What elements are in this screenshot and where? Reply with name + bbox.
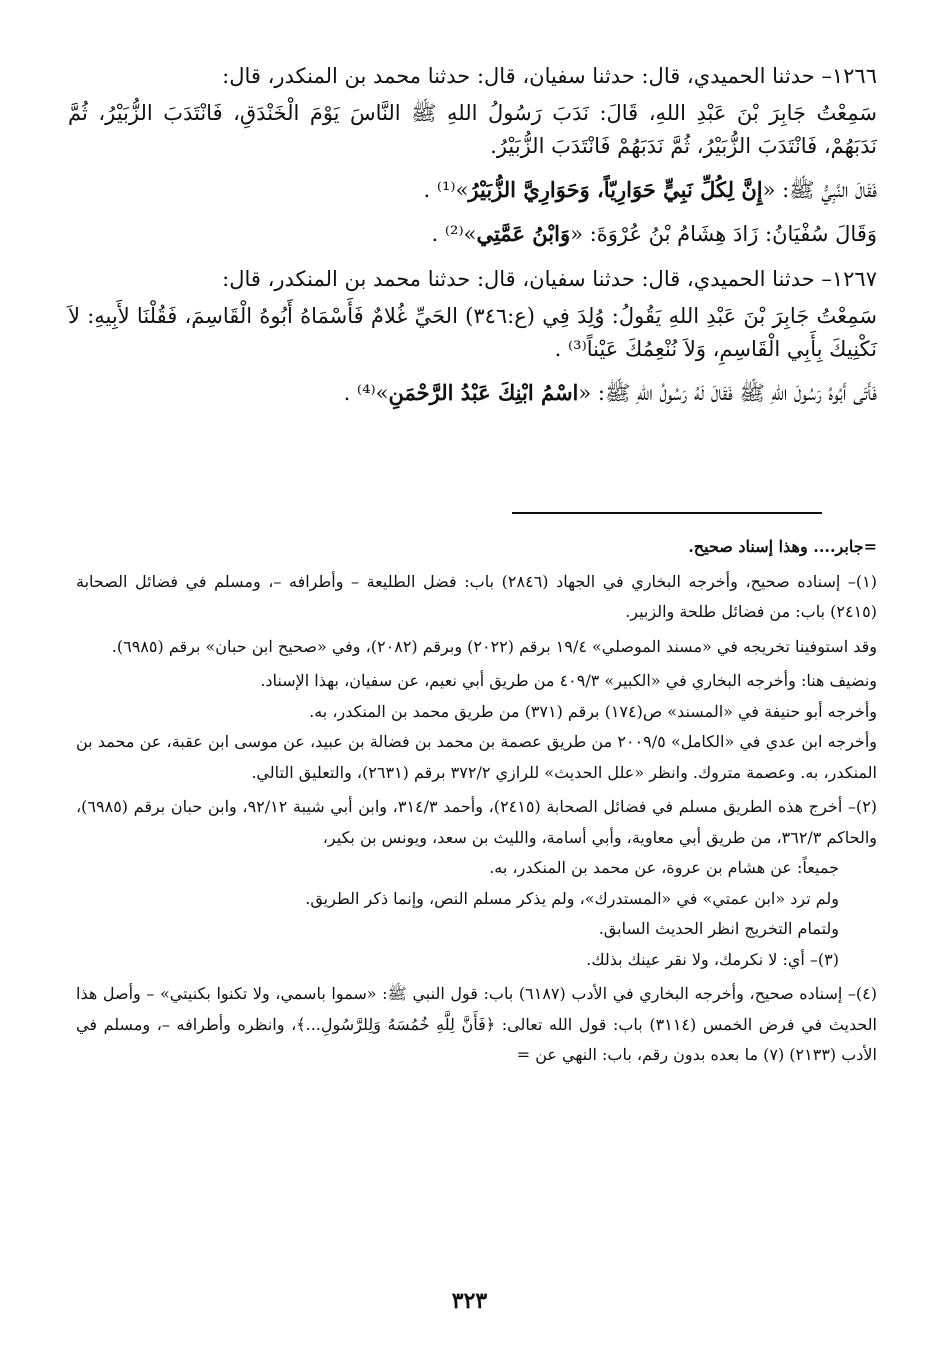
footnote-4: (٤)– إسناده صحيح، وأخرجه البخاري في الأدب (٦١٨٧) باب: قول النبي ﷺ: «سموا باسمي، ولا تكنوا بكنيتي» – وأصل هذا الحديث في فرض الخمس (٣١١٤) باب: قول الله تعالى: ﴿فَأَنَّ لِلَّهِ خُمُسَهُ وَلِلرَّسُولِ...﴾، وانظره وأطرافه –، ومسلم في الأدب (٢١٣٣) (٧) ما بعده بدون رقم، باب: النهي عن =	[76, 984, 878, 1064]
footnote-continuation: =جابر.... وهذا إسناد صحيح.	[688, 537, 877, 556]
footnote-1-paragraph: وأخرجه ابن عدي في «الكامل» ٢٠٠٩/٥ من طريق عصمة بن محمد بن فضالة بن عبيد، عن موسى ابن عقبة، عن محمد بن المنكدر، به. وعصمة متروك. وانظر «علل الحديث» للرازي ٣٧٢/٢ برقم (٢٦٣١)، والتعليق التالي.	[76, 732, 877, 782]
text-span: »⁽¹⁾ .	[423, 178, 469, 202]
hadith-1267-prophet-saying	[68, 376, 877, 410]
main-text	[68, 60, 877, 422]
footnote-1-paragraph: وقد استوفينا تخريجه في «مسند الموصلي» ١٩/٤ برقم (٢٠٢٢) وبرقم (٢٠٨٢)، وفي «صحيح ابن حبان» برقم (٦٩٨٥).	[111, 636, 877, 656]
footnote-2-paragraph: ولتمام التخريج انظر الحديث السابق.	[598, 919, 839, 938]
hadith-1266-matn: سَمِعْتُ جَابِرَ بْنَ عَبْدِ اللهِ، قَالَ: نَدَبَ رَسُولُ اللهِ ﷺ النَّاسَ يَوْمَ الْخَنْدَقِ، فَانْتَدَبَ الزُّبَيْرُ، ثُمَّ نَدَبَهُمْ، فَانْتَدَبَ الزُّبَيْرُ، ثُمَّ نَدَبَهُمْ فَانْتَدَبَ الزُّبَيْرُ.	[68, 101, 877, 158]
text-span: فَأَتَى أَبُوهُ رَسُولَ اللهِ ﷺ فَقَالَ لَهُ رَسُولُ اللهِ ﷺ: «	[578, 381, 877, 405]
footnote-2-paragraph: جميعاً: عن هشام بن عروة، عن محمد بن المنكدر، به.	[489, 858, 839, 877]
footnotes	[76, 532, 877, 1071]
page-number: ٣٢٣	[451, 1288, 488, 1314]
hadith-1266-isnad: ١٢٦٦– حدثنا الحميدي، قال: حدثنا سفيان، قال: حدثنا محمد بن المنكدر، قال:	[222, 64, 877, 88]
text-span: فَقَالَ النَّبِيُّ ﷺ: «	[762, 178, 877, 202]
text-span: »⁽⁴⁾ .	[343, 381, 389, 405]
hadith-1266	[68, 60, 877, 251]
footnote-1-paragraph: وأخرجه أبو حنيفة في «المسند» ص(١٧٤) برقم (٣٧١) من طريق محمد بن المنكدر، به.	[309, 701, 877, 721]
footnote-3: (٣)– أي: لا نكرمك، ولا نقر عينك بذلك.	[586, 949, 839, 969]
footnote-1: (١)– إسناده صحيح، وأخرجه البخاري في الجهاد (٢٨٤٦) باب: فضل الطليعة – وأطرافه –، ومسلم في فضائل الصحابة (٢٤١٥) باب: من فضائل طلحة والزبير.	[76, 571, 878, 621]
footnote-2: (٢)– أخرج هذه الطريق مسلم في فضائل الصحابة (٢٤١٥)، وأحمد ٣١٤/٣، وابن أبي شيبة ٩٢/١٢، وابن حبان برقم (٦٩٨٥)، والحاكم ٣٦٢/٣، من طريق أبي معاوية، وأبي أسامة، والليث بن سعد، ويونس بن بكير،	[76, 797, 878, 847]
hadith-1266-sufyan-addition	[68, 217, 877, 251]
text-span: »⁽²⁾ .	[431, 222, 477, 246]
prophet-quote: إِنَّ لِكُلِّ نَبِيٍّ حَوَارِيّاً، وَحَوَارِيَّ الزُّبَيْرُ	[468, 177, 763, 202]
footnote-2-paragraph: ولم ترد «ابن عمتي» في «المستدرك»، ولم يذكر مسلم النص، وإنما ذكر الطريق.	[305, 888, 839, 908]
footnote-separator	[512, 512, 822, 514]
hadith-1266-prophet-saying	[68, 173, 877, 207]
hadith-1267-isnad: ١٢٦٧– حدثنا الحميدي، قال: حدثنا سفيان، قال: حدثنا محمد بن المنكدر، قال:	[222, 267, 877, 291]
hadith-1267-matn: سَمِعْتُ جَابِرَ بْنَ عَبْدِ اللهِ يَقُولُ: وُلِدَ فِي (ع:٣٤٦) الحَيِّ غُلامٌ فَأَسْمَاهُ أَبُوهُ الْقَاسِمَ، فَقُلْنَا لأَبِيهِ: لاَ نَكْنِيكَ بِأَبِي الْقَاسِمِ، وَلاَ نُنْعِمُكَ عَيْناً⁽³⁾ .	[68, 304, 877, 361]
prophet-quote: وَابْنُ عَمَّتِي	[476, 221, 571, 246]
footnote-1-paragraph: ونضيف هنا: وأخرجه البخاري في «الكبير» ٤٠٩/٣ من طريق أبي نعيم، عن سفيان، بهذا الإسناد.	[260, 671, 877, 690]
hadith-1267	[68, 263, 877, 410]
text-span: وَقَالَ سُفْيَانُ: زَادَ هِشَامُ بْنُ عُرْوَةَ: «	[570, 222, 877, 246]
prophet-quote: اسْمُ ابْنِكَ عَبْدُ الرَّحْمَنِ	[388, 380, 579, 405]
